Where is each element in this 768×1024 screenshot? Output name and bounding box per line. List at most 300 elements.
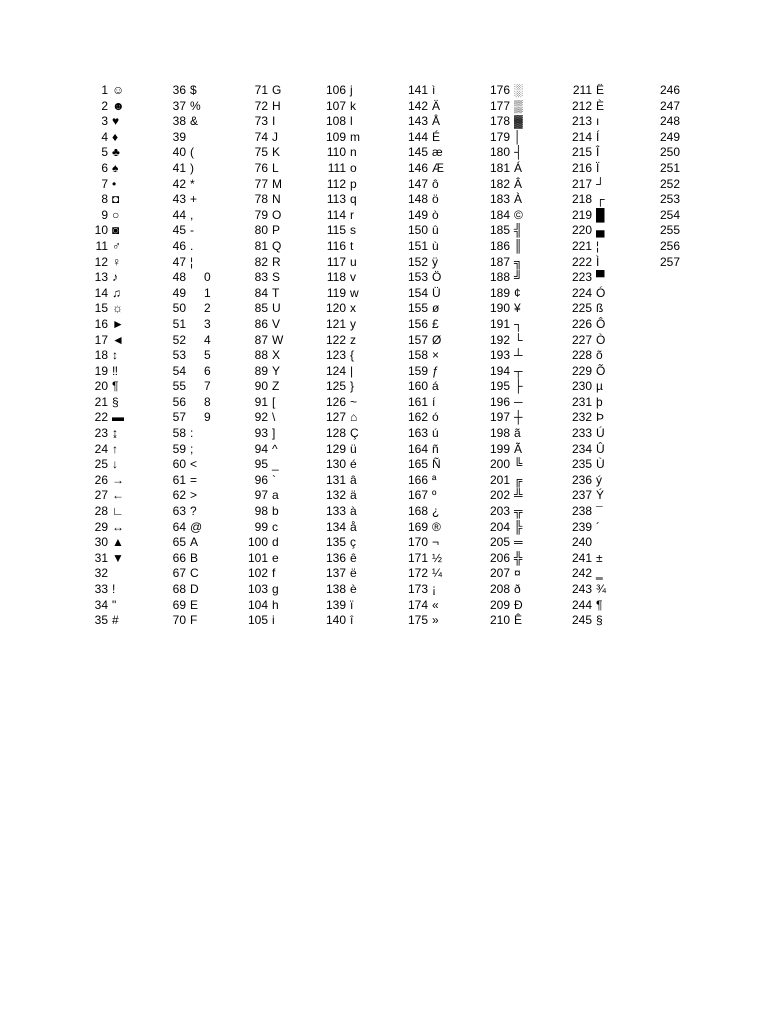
code-number: 163 — [407, 426, 428, 441]
digit-glyph: 4 — [204, 332, 211, 347]
code-number: 172 — [407, 566, 428, 581]
code-number: 45 — [172, 223, 186, 238]
code-number: 190 — [489, 301, 510, 316]
code-number: 193 — [489, 348, 510, 363]
table-row — [156, 333, 236, 349]
character-glyph: ë — [350, 566, 357, 581]
table-row — [480, 379, 560, 395]
code-number: 84 — [254, 285, 268, 300]
code-number: 240 — [571, 535, 592, 550]
character-glyph: Â — [514, 176, 523, 191]
character-glyph: b — [272, 504, 279, 519]
character-glyph: F — [190, 613, 198, 628]
table-row — [156, 317, 236, 333]
code-number: 200 — [489, 457, 510, 472]
character-glyph: ╦ — [514, 504, 523, 519]
table-row — [480, 395, 560, 411]
character-glyph: ´ — [596, 519, 600, 534]
character-glyph: » — [432, 613, 439, 628]
table-row — [650, 114, 730, 130]
table-row — [398, 130, 478, 146]
code-number: 161 — [407, 394, 428, 409]
code-number: 236 — [571, 472, 592, 487]
character-glyph: ¤ — [514, 566, 521, 581]
code-number: 27 — [94, 488, 108, 503]
character-glyph: _ — [272, 457, 279, 472]
table-row — [78, 99, 158, 115]
character-glyph: : — [190, 426, 194, 441]
table-row — [78, 317, 158, 333]
code-number: 214 — [571, 129, 592, 144]
table-row — [316, 333, 396, 349]
code-number: 62 — [172, 488, 186, 503]
table-row — [398, 426, 478, 442]
character-glyph: ┤ — [514, 145, 523, 160]
table-row — [238, 551, 318, 567]
character-glyph: ÿ — [432, 254, 438, 269]
code-number: 108 — [325, 114, 346, 129]
code-number: 194 — [489, 363, 510, 378]
code-number: 2 — [101, 98, 108, 113]
table-row — [156, 145, 236, 161]
code-number: 250 — [659, 145, 680, 160]
table-column — [562, 83, 642, 629]
table-row — [480, 192, 560, 208]
code-number: 12 — [94, 254, 108, 269]
character-glyph: ? — [190, 504, 197, 519]
character-glyph: ═ — [514, 535, 523, 550]
table-row — [238, 582, 318, 598]
character-glyph: ░ — [514, 83, 523, 97]
character-glyph: ~ — [350, 394, 358, 409]
character-glyph: ö — [432, 192, 439, 207]
table-row — [562, 395, 642, 411]
character-glyph: ∟ — [112, 504, 124, 519]
table-row — [156, 270, 236, 286]
code-number: 81 — [254, 238, 268, 253]
character-glyph: Þ — [596, 410, 605, 425]
code-number: 166 — [407, 472, 428, 487]
character-glyph: £ — [432, 316, 439, 331]
code-number: 129 — [325, 441, 346, 456]
table-row — [480, 566, 560, 582]
character-glyph: ø — [432, 301, 440, 316]
table-row — [650, 192, 730, 208]
table-row — [316, 239, 396, 255]
character-glyph: N — [272, 192, 281, 207]
character-glyph: & — [190, 114, 199, 129]
code-number: 72 — [254, 98, 268, 113]
table-row — [398, 379, 478, 395]
code-number: 152 — [407, 254, 428, 269]
code-number: 63 — [172, 504, 186, 519]
character-glyph: è — [350, 582, 357, 596]
character-glyph: ± — [596, 550, 603, 565]
table-row — [480, 223, 560, 239]
character-glyph: ] — [272, 426, 276, 441]
table-row — [156, 473, 236, 489]
table-row — [562, 488, 642, 504]
code-number: 100 — [247, 535, 268, 550]
code-number: 78 — [254, 192, 268, 207]
character-glyph: \ — [272, 410, 276, 425]
table-row — [316, 192, 396, 208]
table-row — [238, 286, 318, 302]
table-row — [316, 301, 396, 317]
character-glyph: e — [272, 550, 279, 565]
code-number: 232 — [571, 410, 592, 425]
character-glyph: ♦ — [112, 129, 119, 144]
character-glyph: v — [350, 270, 356, 285]
table-row — [562, 613, 642, 629]
code-number: 245 — [571, 613, 592, 628]
table-row — [480, 613, 560, 629]
code-number: 149 — [407, 207, 428, 222]
character-glyph: Í — [596, 129, 600, 144]
table-row — [398, 488, 478, 504]
code-number: 205 — [489, 535, 510, 550]
table-row — [78, 301, 158, 317]
character-glyph: Ë — [596, 83, 605, 97]
character-glyph: à — [350, 504, 357, 519]
table-column — [238, 83, 318, 629]
character-glyph: ▼ — [112, 550, 124, 565]
character-glyph: ┬ — [514, 363, 523, 378]
table-row — [156, 239, 236, 255]
code-number: 23 — [94, 426, 108, 441]
table-row — [78, 208, 158, 224]
character-glyph: A — [190, 535, 199, 550]
code-number: 136 — [325, 550, 346, 565]
table-row — [480, 286, 560, 302]
table-row — [480, 442, 560, 458]
character-glyph: T — [272, 285, 280, 300]
table-row — [238, 613, 318, 629]
code-number: 155 — [407, 301, 428, 316]
code-number: 24 — [94, 441, 108, 456]
table-row — [238, 395, 318, 411]
character-glyph: z — [350, 332, 356, 347]
code-number: 73 — [254, 114, 268, 129]
code-number: 230 — [571, 379, 592, 394]
character-glyph: ï — [350, 597, 354, 612]
table-row — [156, 348, 236, 364]
character-glyph: ☻ — [112, 98, 125, 113]
table-row — [78, 145, 158, 161]
table-row — [156, 83, 236, 99]
code-number: 191 — [489, 316, 510, 331]
character-glyph: y — [350, 316, 356, 331]
character-glyph: ↓ — [112, 457, 118, 472]
code-number: 54 — [172, 363, 186, 378]
table-row — [78, 239, 158, 255]
digit-glyph: 1 — [204, 285, 211, 300]
table-row — [398, 239, 478, 255]
code-number: 249 — [659, 129, 680, 144]
table-row — [562, 177, 642, 193]
table-row — [238, 130, 318, 146]
table-row — [316, 348, 396, 364]
code-number: 29 — [94, 519, 108, 534]
code-number: 141 — [407, 83, 428, 97]
character-glyph: ú — [432, 426, 439, 441]
code-number: 105 — [247, 613, 268, 628]
code-number: 213 — [571, 114, 592, 129]
code-number: 101 — [247, 550, 268, 565]
character-glyph: s — [350, 223, 356, 238]
character-glyph: ò — [432, 207, 439, 222]
character-glyph: " — [112, 597, 117, 612]
table-row — [78, 520, 158, 536]
code-number: 256 — [659, 238, 680, 253]
character-glyph: ª — [432, 472, 437, 487]
table-row — [562, 333, 642, 349]
character-glyph: G — [272, 83, 282, 97]
table-row — [78, 473, 158, 489]
table-row — [156, 114, 236, 130]
character-glyph: p — [350, 176, 357, 191]
table-row — [78, 488, 158, 504]
table-row — [398, 177, 478, 193]
code-number: 244 — [571, 597, 592, 612]
character-glyph: Û — [596, 441, 605, 456]
table-row — [316, 457, 396, 473]
table-row — [398, 348, 478, 364]
table-row — [562, 566, 642, 582]
table-row — [650, 145, 730, 161]
code-number: 51 — [172, 316, 186, 331]
code-number: 26 — [94, 472, 108, 487]
table-row — [78, 177, 158, 193]
code-number: 248 — [659, 114, 680, 129]
character-glyph: S — [272, 270, 281, 285]
code-number: 114 — [326, 207, 346, 222]
table-row — [480, 83, 560, 99]
character-glyph: ý — [596, 472, 602, 487]
table-row — [650, 255, 730, 271]
code-number: 19 — [94, 363, 108, 378]
code-number: 135 — [325, 535, 346, 550]
code-number: 68 — [172, 582, 186, 596]
code-number: 189 — [489, 285, 510, 300]
table-row — [398, 114, 478, 130]
table-row — [562, 598, 642, 614]
character-glyph: ╬ — [514, 550, 523, 565]
character-glyph: ╩ — [514, 488, 523, 503]
table-row — [562, 473, 642, 489]
character-glyph: ê — [350, 550, 357, 565]
table-row — [78, 364, 158, 380]
table-row — [238, 457, 318, 473]
character-glyph: h — [272, 597, 279, 612]
table-row — [156, 520, 236, 536]
code-number: 86 — [254, 316, 268, 331]
character-glyph: ╠ — [514, 519, 523, 534]
character-glyph: % — [190, 98, 201, 113]
table-row — [78, 192, 158, 208]
character-glyph: E — [190, 597, 199, 612]
digit-glyph: 6 — [204, 363, 211, 378]
table-row — [316, 426, 396, 442]
character-glyph: ┐ — [514, 316, 523, 331]
table-row — [480, 426, 560, 442]
table-row — [156, 535, 236, 551]
character-glyph: = — [190, 472, 198, 487]
code-number: 157 — [407, 332, 428, 347]
code-number: 223 — [571, 270, 592, 285]
code-number: 246 — [659, 83, 680, 97]
character-glyph: └ — [514, 332, 523, 347]
character-glyph: ü — [350, 441, 357, 456]
table-row — [562, 535, 642, 551]
code-number: 82 — [254, 254, 268, 269]
table-row — [480, 317, 560, 333]
code-number: 33 — [94, 582, 108, 596]
table-row — [398, 317, 478, 333]
character-glyph: ^ — [272, 441, 278, 456]
code-number: 31 — [94, 550, 108, 565]
character-glyph: ñ — [432, 441, 439, 456]
table-row — [650, 83, 730, 99]
character-glyph: ◄ — [112, 332, 124, 347]
table-row — [156, 99, 236, 115]
code-number: 147 — [407, 176, 428, 191]
code-number: 53 — [172, 348, 186, 363]
table-row — [316, 223, 396, 239]
code-number: 176 — [489, 83, 510, 97]
character-glyph: µ — [596, 379, 603, 394]
table-row — [650, 239, 730, 255]
table-row — [316, 177, 396, 193]
code-number: 138 — [325, 582, 346, 596]
code-number: 233 — [571, 426, 592, 441]
code-number: 8 — [101, 192, 108, 207]
character-glyph: í — [432, 394, 436, 409]
code-number: 70 — [172, 613, 186, 628]
table-row — [156, 192, 236, 208]
table-row — [398, 99, 478, 115]
digit-glyph: 8 — [204, 394, 211, 409]
character-glyph: ♂ — [112, 238, 121, 253]
table-row — [78, 426, 158, 442]
table-row — [316, 379, 396, 395]
code-number: 218 — [571, 192, 592, 207]
character-glyph: t — [350, 238, 354, 253]
table-row — [316, 566, 396, 582]
code-number: 146 — [407, 160, 428, 175]
character-glyph: ¿ — [432, 504, 440, 519]
table-row — [480, 114, 560, 130]
character-glyph: ♪ — [112, 270, 118, 285]
character-glyph: Ï — [596, 160, 600, 175]
table-row — [480, 535, 560, 551]
table-row — [562, 379, 642, 395]
character-glyph: ◙ — [112, 223, 120, 238]
code-number: 60 — [172, 457, 186, 472]
table-row — [156, 395, 236, 411]
digit-glyph: 2 — [204, 301, 211, 316]
code-number: 143 — [407, 114, 428, 129]
code-number: 10 — [94, 223, 108, 238]
table-row — [480, 598, 560, 614]
character-glyph: C — [190, 566, 199, 581]
table-row — [78, 535, 158, 551]
code-number: 212 — [571, 98, 592, 113]
code-number: 173 — [407, 582, 428, 596]
table-row — [562, 145, 642, 161]
table-column — [650, 83, 730, 270]
table-row — [650, 177, 730, 193]
code-number: 50 — [172, 301, 186, 316]
code-number: 66 — [172, 550, 186, 565]
character-glyph: O — [272, 207, 282, 222]
character-glyph: n — [350, 145, 357, 160]
table-row — [316, 270, 396, 286]
table-row — [480, 520, 560, 536]
table-row — [398, 208, 478, 224]
table-row — [156, 598, 236, 614]
table-column — [398, 83, 478, 629]
table-row — [398, 566, 478, 582]
table-row — [316, 161, 396, 177]
table-row — [480, 270, 560, 286]
character-glyph: È — [596, 98, 605, 113]
code-number: 142 — [407, 98, 428, 113]
character-glyph: Ú — [596, 426, 605, 441]
character-glyph: ╔ — [514, 472, 523, 487]
table-row — [398, 598, 478, 614]
character-glyph: Õ — [596, 363, 606, 378]
table-row — [238, 410, 318, 426]
digit-glyph: 3 — [204, 316, 211, 331]
table-row — [562, 286, 642, 302]
code-number: 21 — [94, 394, 108, 409]
code-number: 74 — [254, 129, 268, 144]
character-glyph: ß — [596, 301, 604, 316]
code-number: 55 — [172, 379, 186, 394]
table-row — [316, 130, 396, 146]
table-row — [480, 504, 560, 520]
code-number: 204 — [489, 519, 510, 534]
character-glyph: k — [350, 98, 356, 113]
code-number: 160 — [407, 379, 428, 394]
character-glyph: ♠ — [112, 160, 119, 175]
character-glyph: ç — [350, 535, 356, 550]
character-glyph: î — [350, 613, 354, 628]
code-number: 38 — [172, 114, 186, 129]
table-row — [78, 83, 158, 99]
code-number: 216 — [571, 160, 592, 175]
character-glyph: X — [272, 348, 281, 363]
code-number: 116 — [326, 238, 346, 253]
character-glyph: ¶ — [112, 379, 119, 394]
table-row — [78, 395, 158, 411]
table-row — [480, 255, 560, 271]
character-glyph: █ — [596, 207, 605, 222]
table-row — [398, 535, 478, 551]
table-row — [562, 317, 642, 333]
character-glyph: û — [432, 223, 439, 238]
code-number: 106 — [325, 83, 346, 97]
character-glyph: å — [350, 519, 357, 534]
table-row — [238, 520, 318, 536]
code-number: 115 — [326, 223, 346, 238]
character-glyph: â — [350, 472, 357, 487]
code-number: 144 — [407, 129, 428, 144]
code-number: 119 — [326, 285, 346, 300]
table-row — [78, 598, 158, 614]
table-row — [650, 208, 730, 224]
